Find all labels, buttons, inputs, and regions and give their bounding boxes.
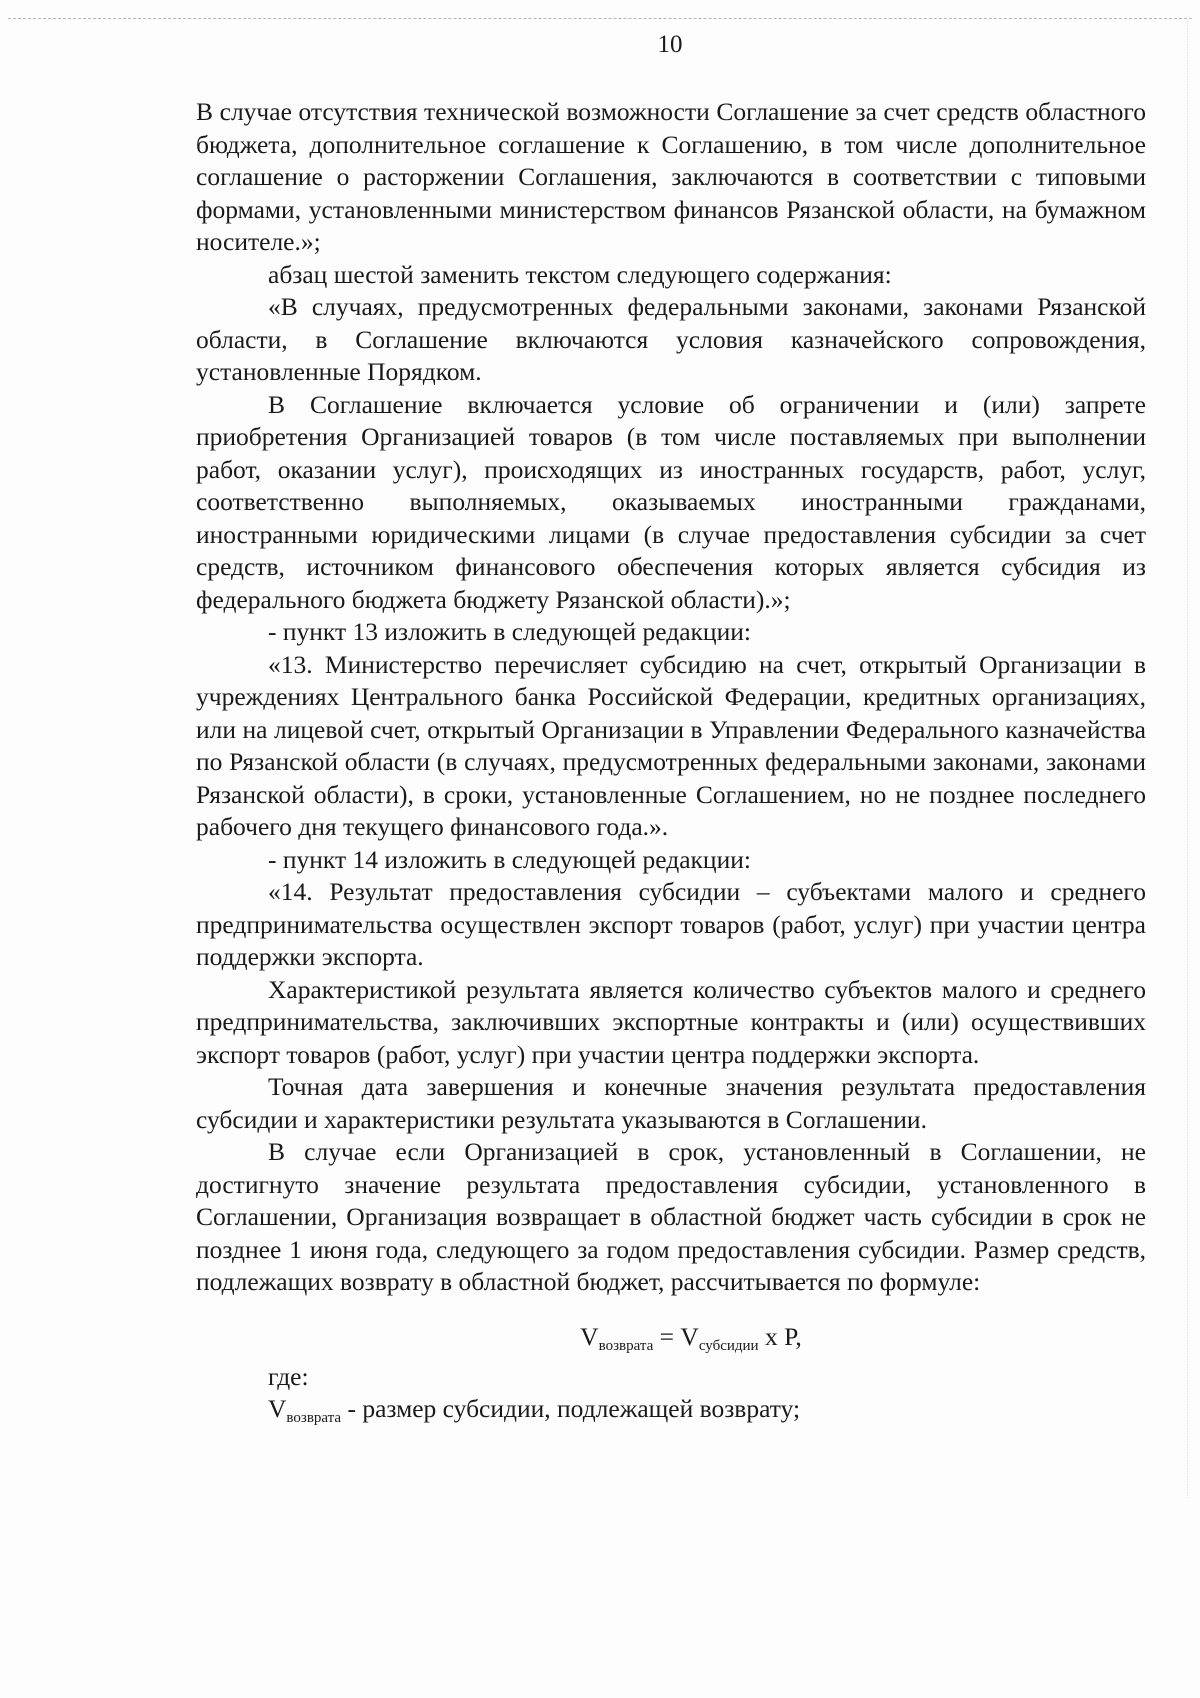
formula-equals: =	[659, 1321, 675, 1351]
scan-edge-right	[1187, 20, 1188, 1498]
paragraph-5: - пункт 13 изложить в следующей редакции:	[268, 617, 751, 646]
paragraph-10: Точная дата завершения и конечные значения результата предоставления субсидии и характеристики результата указываются в Соглашении.	[196, 1072, 1146, 1134]
formula-tail: x P,	[764, 1321, 802, 1351]
paragraph-2: абзац шестой заменить текстом следующего содержания:	[268, 259, 892, 289]
paragraph-4: В Соглашение включается условие об ограничении и (или) запрете приобретения Организацией товаров (в том числе поставляемых при выполнении работ, оказании услуг), происходящих из иностранных государств, работ, услуг, соответственно выполняемых, оказываемых иностранными гражданами, иностранными юридическими лицами (в случае предоставления субсидии за счет средств, источником финансового обеспечения которых является субсидия из федерального бюджета бюджету Рязанской области).»;	[196, 389, 1146, 614]
definition-text: - размер субсидии, подлежащей возврату;	[341, 1394, 801, 1423]
paragraph-8: «14. Результат предоставления субсидии – субъектами малого и среднего предпринимательства осуществлен экспорт товаров (работ, услуг) при участии центра поддержки экспорта.	[196, 877, 1146, 971]
definition-line	[196, 1393, 1146, 1426]
page-number: 10	[657, 31, 683, 58]
formula-lhs-subscript: возврата	[598, 1337, 654, 1354]
definition-symbol: V	[268, 1394, 287, 1423]
paragraph-11: В случае если Организацией в срок, установленный в Соглашении, не достигнуто значение результата предоставления субсидии, установленного в Соглашении, Организация возвращает в областной бюджет часть субсидии в срок не позднее 1 июня года, следующего за годом предоставления субсидии. Размер средств, подлежащих возврату в областной бюджет, рассчитывается по формуле:	[196, 1137, 1146, 1296]
formula-rhs-subscript: субсидии	[698, 1337, 759, 1354]
formula-rhs-symbol: V	[680, 1321, 699, 1351]
paragraph-6: «13. Министерство перечисляет субсидию на счет, открытый Организации в учреждениях Центрального банка Российской Федерации, кредитных организациях, или на лицевой счет, открытый Организации в Управлении Федерального казначейства по Рязанской области (в случаях, предусмотренных федеральными законами, законами Рязанской области), в сроки, установленные Соглашением, но не позднее последнего рабочего дня текущего финансового года.».	[196, 649, 1146, 841]
formula	[196, 1319, 1146, 1355]
paragraph-7: - пункт 14 изложить в следующей редакции:	[268, 844, 751, 874]
paragraph-1: В случае отсутствия технической возможности Соглашение за счет средств областного бюджета, дополнительное соглашение к Соглашению, в том числе дополнительное соглашение о расторжении Соглашения, заключаются в соответствии с типовыми формами, установленными министерством финансов Рязанской области, на бумажном носителе.»;	[196, 97, 1146, 256]
document-body	[196, 96, 1146, 1426]
where-label: где:	[268, 1361, 309, 1391]
formula-lhs-symbol: V	[580, 1321, 599, 1351]
paragraph-3: «В случаях, предусмотренных федеральными законами, законами Рязанской области, в Соглашение включаются условия казначейского сопровождения, установленные Порядком.	[196, 292, 1146, 386]
scan-edge-top	[8, 18, 1192, 19]
paragraph-9: Характеристикой результата является количество субъектов малого и среднего предпринимательства, заключивших экспортные контракты и (или) осуществивших экспорт товаров (работ, услуг) при участии центра поддержки экспорта.	[196, 974, 1146, 1069]
definition-subscript: возврата	[286, 1410, 342, 1426]
